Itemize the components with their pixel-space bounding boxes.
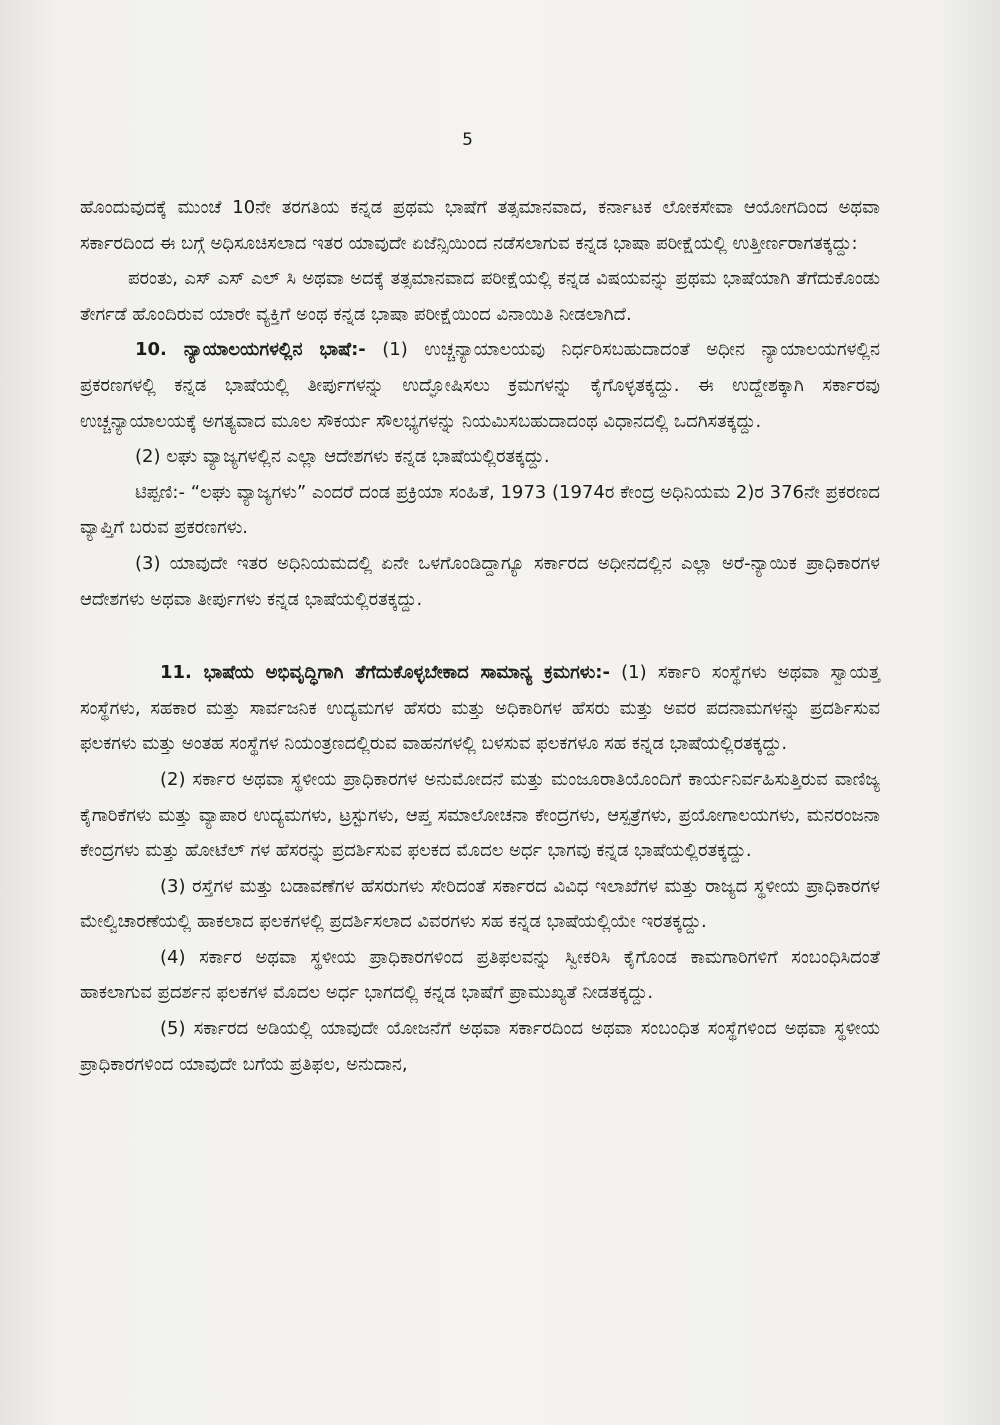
section-10 <box>80 332 880 439</box>
section-11 <box>80 655 880 762</box>
section-11-clause-1: (1) ಸರ್ಕಾರಿ ಸಂಸ್ಥೆಗಳು ಅಥವಾ ಸ್ವಾಯತ್ತ ಸಂಸ್ಥೆಗಳು, ಸಹಕಾರ ಮತ್ತು ಸಾರ್ವಜನಿಕ ಉದ್ಯಮಗಳ ಹೆಸರು ಮತ್ತು ಅಧಿಕಾರಿಗಳ ಹೆಸರು ಮತ್ತು ಅವರ ಪದನಾಮಗಳನ್ನು ಪ್ರದರ್ಶಿಸುವ ಫಲಕಗಳು ಮತ್ತು ಅಂತಹ ಸಂಸ್ಥೆಗಳ ನಿಯಂತ್ರಣದಲ್ಲಿರುವ ವಾಹನಗಳಲ್ಲಿ ಬಳಸುವ ಫಲಕಗಳೂ ಸಹ ಕನ್ನಡ ಭಾಷೆಯಲ್ಲಿರತಕ್ಕದ್ದು. <box>80 662 880 755</box>
section-10-clause-3: (3) ಯಾವುದೇ ಇತರ ಅಧಿನಿಯಮದಲ್ಲಿ ಏನೇ ಒಳಗೊಂಡಿದ್ದಾಗ್ಯೂ ಸರ್ಕಾರದ ಅಧೀನದಲ್ಲಿನ ಎಲ್ಲಾ ಅರೆ-ನ್ಯಾಯಿಕ ಪ್ರಾಧಿಕಾರಗಳ ಆದೇಶಗಳು ಅಥವಾ ತೀರ್ಪುಗಳು ಕನ್ನಡ ಭಾಷೆಯಲ್ಲಿರತಕ್ಕದ್ದು. <box>80 552 880 610</box>
section-11-heading: 11. ಭಾಷೆಯ ಅಭಿವೃದ್ಧಿಗಾಗಿ ತೆಗೆದುಕೊಳ್ಳಬೇಕಾದ ಸಾಮಾನ್ಯ ಕ್ರಮಗಳು:- <box>160 662 610 684</box>
section-10-clause-2: (2) ಲಘು ವ್ಯಾಜ್ಯಗಳಲ್ಲಿನ ಎಲ್ಲಾ ಆದೇಶಗಳು ಕನ್ನಡ ಭಾಷೆಯಲ್ಲಿರತಕ್ಕದ್ದು. <box>135 446 550 468</box>
section-11-clause-2: (2) ಸರ್ಕಾರ ಅಥವಾ ಸ್ಥಳೀಯ ಪ್ರಾಧಿಕಾರಗಳ ಅನುಮೋದನೆ ಮತ್ತು ಮಂಜೂರಾತಿಯೊಂದಿಗೆ ಕಾರ್ಯನಿರ್ವಹಿಸುತ್ತಿರುವ ವಾಣಿಜ್ಯ ಕೈಗಾರಿಕೆಗಳು ಮತ್ತು ವ್ಯಾಪಾರ ಉದ್ಯಮಗಳು, ಟ್ರಸ್ಟುಗಳು, ಆಪ್ತ ಸಮಾಲೋಚನಾ ಕೇಂದ್ರಗಳು, ಆಸ್ಪತ್ರೆಗಳು, ಪ್ರಯೋಗಾಲಯಗಳು, ಮನರಂಜನಾ ಕೇಂದ್ರಗಳು ಮತ್ತು ಹೋಟೆಲ್ ಗಳ ಹೆಸರನ್ನು ಪ್ರದರ್ಶಿಸುವ ಫಲಕದ ಮೊದಲ ಅರ್ಧ ಭಾಗವು ಕನ್ನಡ ಭಾಷೆಯಲ್ಲಿರತಕ್ಕದ್ದು. <box>80 768 880 862</box>
section-11-clause-4: (4) ಸರ್ಕಾರ ಅಥವಾ ಸ್ಥಳೀಯ ಪ್ರಾಧಿಕಾರಗಳಿಂದ ಪ್ರತಿಫಲವನ್ನು ಸ್ವೀಕರಿಸಿ ಕೈಗೊಂಡ ಕಾಮಗಾರಿಗಳಿಗೆ ಸಂಬಂಧಿಸಿದಂತೆ ಹಾಕಲಾಗುವ ಪ್ರದರ್ಶನ ಫಲಕಗಳ ಮೊದಲ ಅರ್ಧ ಭಾಗದಲ್ಲಿ ಕನ್ನಡ ಭಾಷೆಗೆ ಪ್ರಾಮುಖ್ಯತೆ ನೀಡತಕ್ಕದ್ದು. <box>80 946 880 1004</box>
page-number: 5 <box>462 130 473 150</box>
section-10-heading: 10. ನ್ಯಾಯಾಲಯಗಳಲ್ಲಿನ ಭಾಷೆ:- <box>135 339 366 361</box>
section-10-note: ಟಿಪ್ಪಣಿ:- “ಲಘು ವ್ಯಾಜ್ಯಗಳು” ಎಂದರೆ ದಂಡ ಪ್ರಕ್ರಿಯಾ ಸಂಹಿತೆ, 1973 (1974ರ ಕೇಂದ್ರ ಅಧಿನಿಯಮ 2)ರ 376ನೇ ಪ್ರಕರಣದ ವ್ಯಾಪ್ತಿಗೆ ಬರುವ ಪ್ರಕರಣಗಳು. <box>80 481 880 539</box>
section-11-clause-5: (5) ಸರ್ಕಾರದ ಅಡಿಯಲ್ಲಿ ಯಾವುದೇ ಯೋಜನೆಗೆ ಅಥವಾ ಸರ್ಕಾರದಿಂದ ಅಥವಾ ಸಂಬಂಧಿತ ಸಂಸ್ಥೆಗಳಿಂದ ಅಥವಾ ಸ್ಥಳೀಯ ಪ್ರಾಧಿಕಾರಗಳಿಂದ ಯಾವುದೇ ಬಗೆಯ ಪ್ರತಿಫಲ, ಅನುದಾನ, <box>80 1018 880 1075</box>
section-10-clause-1: (1) ಉಚ್ಚನ್ಯಾಯಾಲಯವು ನಿರ್ಧರಿಸಬಹುದಾದಂತೆ ಅಧೀನ ನ್ಯಾಯಾಲಯಗಳಲ್ಲಿನ ಪ್ರಕರಣಗಳಲ್ಲಿ ಕನ್ನಡ ಭಾಷೆಯಲ್ಲಿ ತೀರ್ಪುಗಳನ್ನು ಉದ್ಘೋಷಿಸಲು ಕ್ರಮಗಳನ್ನು ಕೈಗೊಳ್ಳತಕ್ಕದ್ದು. ಈ ಉದ್ದೇಶಕ್ಕಾಗಿ ಸರ್ಕಾರವು ಉಚ್ಚನ್ಯಾಯಾಲಯಕ್ಕೆ ಅಗತ್ಯವಾದ ಮೂಲ ಸೌಕರ್ಯ ಸೌಲಭ್ಯಗಳನ್ನು ನಿಯಮಿಸಬಹುದಾದಂಥ ವಿಧಾನದಲ್ಲಿ ಒದಗಿಸತಕ್ಕದ್ದು. <box>80 339 881 432</box>
paragraph-continuation: ಹೊಂದುವುದಕ್ಕೆ ಮುಂಚೆ 10ನೇ ತರಗತಿಯ ಕನ್ನಡ ಪ್ರಥಮ ಭಾಷೆಗೆ ತತ್ಸಮಾನವಾದ, ಕರ್ನಾಟಕ ಲೋಕಸೇವಾ ಆಯೋಗದಿಂದ ಅಥವಾ ಸರ್ಕಾರದಿಂದ ಈ ಬಗ್ಗೆ ಅಧಿಸೂಚಿಸಲಾದ ಇತರ ಯಾವುದೇ ಏಜೆನ್ಸಿಯಿಂದ ನಡೆಸಲಾಗುವ ಕನ್ನಡ ಭಾಷಾ ಪರೀಕ್ಷೆಯಲ್ಲಿ ಉತ್ತೀರ್ಣರಾಗತಕ್ಕದ್ದು: <box>80 197 880 254</box>
section-spacer <box>80 617 880 655</box>
section-11-clause-3: (3) ರಸ್ತೆಗಳ ಮತ್ತು ಬಡಾವಣೆಗಳ ಹೆಸರುಗಳು ಸೇರಿದಂತೆ ಸರ್ಕಾರದ ವಿವಿಧ ಇಲಾಖೆಗಳ ಮತ್ತು ರಾಜ್ಯದ ಸ್ಥಳೀಯ ಪ್ರಾಧಿಕಾರಗಳ ಮೇಲ್ವಿಚಾರಣೆಯಲ್ಲಿ ಹಾಕಲಾದ ಫಲಕಗಳಲ್ಲಿ ಪ್ರದರ್ಶಿಸಲಾದ ವಿವರಗಳು ಸಹ ಕನ್ನಡ ಭಾಷೆಯಲ್ಲಿಯೇ ಇರತಕ್ಕದ್ದು. <box>80 875 880 933</box>
paragraph-proviso: ಪರಂತು, ಎಸ್ ಎಸ್ ಎಲ್ ಸಿ ಅಥವಾ ಅದಕ್ಕೆ ತತ್ಸಮಾನವಾದ ಪರೀಕ್ಷೆಯಲ್ಲಿ ಕನ್ನಡ ವಿಷಯವನ್ನು ಪ್ರಥಮ ಭಾಷೆಯಾಗಿ ತೆಗೆದುಕೊಂಡು ತೇರ್ಗಡೆ ಹೊಂದಿರುವ ಯಾರೇ ವ್ಯಕ್ತಿಗೆ ಅಂಥ ಕನ್ನಡ ಭಾಷಾ ಪರೀಕ್ಷೆಯಿಂದ ವಿನಾಯಿತಿ ನೀಡಲಾಗಿದೆ. <box>80 268 880 325</box>
page-body <box>80 190 880 1082</box>
